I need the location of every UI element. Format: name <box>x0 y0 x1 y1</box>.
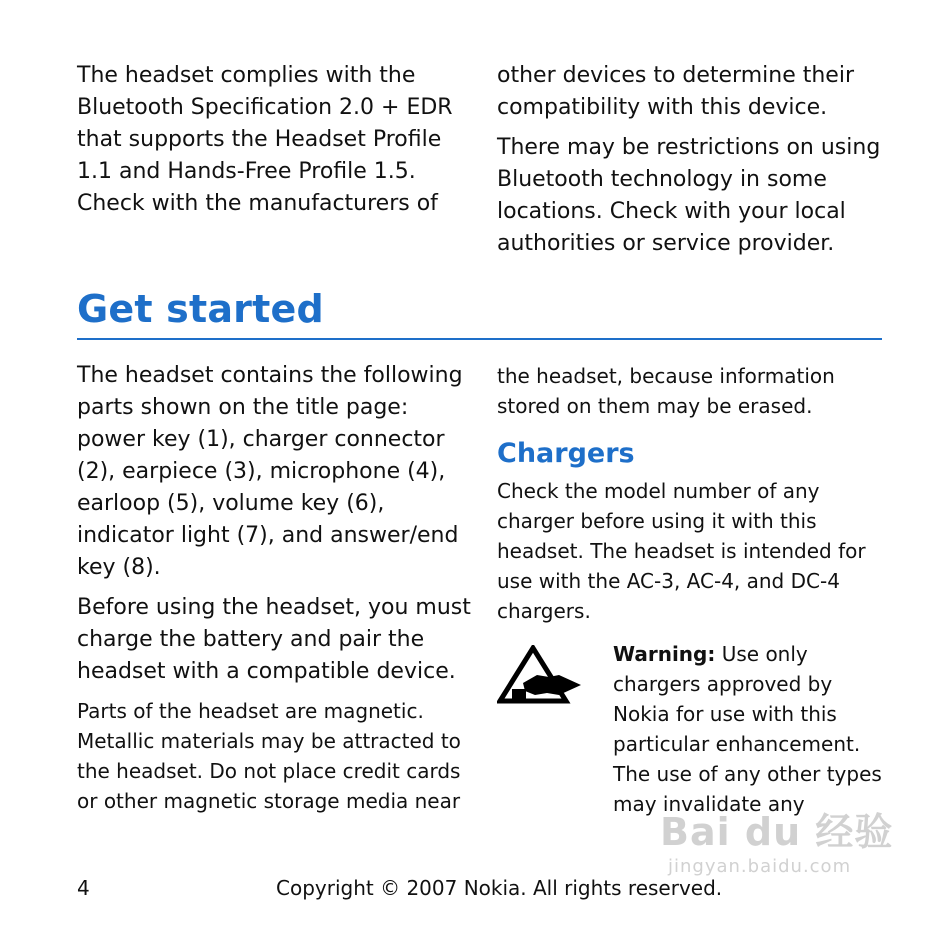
paragraph-compatibility: other devices to determine their compatibility with this device. <box>497 63 854 120</box>
warning-triangle-hand-icon <box>497 645 583 705</box>
warning-label: Warning: <box>613 642 716 666</box>
subheading-chargers: Chargers <box>497 438 635 469</box>
paragraph-magnetic-parts: Parts of the headset are magnetic. Metallic materials may be attracted to the headset. Do not place credit cards or other magnetic storage media near <box>77 699 461 813</box>
right-column <box>497 361 897 626</box>
heading-divider <box>77 338 882 340</box>
paragraph-parts-list: The headset contains the following parts shown on the title page: power key (1), charger connector (2), earpiece (3), microphone (4), earloop (5), volume key (6), indicator light (7), and answer/end key (8). <box>77 363 463 580</box>
watermark-url: jingyan.baidu.com <box>668 856 852 877</box>
copyright-notice: Copyright © 2007 Nokia. All rights reserved. <box>276 876 723 900</box>
warning-first-text: Use only <box>715 642 808 666</box>
left-column <box>77 360 487 816</box>
warning-first-line <box>613 639 913 669</box>
paragraph-restrictions: There may be restrictions on using Bluetooth technology in some locations. Check with your local authorities or service provider. <box>497 135 881 256</box>
warning-block <box>613 639 913 819</box>
top-left-column <box>77 60 477 220</box>
paragraph-charger-models: Check the model number of any charger before using it with this headset. The headset is intended for use with the AC-3, AC-4, and DC-4 chargers. <box>497 479 866 623</box>
baidu-logo: Bai du 经验 <box>660 810 894 854</box>
top-right-column <box>497 60 897 260</box>
section-heading-get-started: Get started <box>77 287 324 331</box>
page-number: 4 <box>77 876 90 900</box>
warning-text: chargers approved by Nokia for use with this particular enhancement. The use of any other types may invalidate any <box>613 672 882 816</box>
baidu-watermark <box>660 808 893 878</box>
paragraph-erased-info: the headset, because information stored on them may be erased. <box>497 364 835 418</box>
paragraph-bluetooth-spec: The headset complies with the Bluetooth Specification 2.0 + EDR that supports the Headset Profile 1.1 and Hands-Free Profile 1.5. Check with the manufacturers of <box>77 63 453 216</box>
paragraph-charge-and-pair: Before using the headset, you must charge the battery and pair the headset with a compatible device. <box>77 595 471 684</box>
